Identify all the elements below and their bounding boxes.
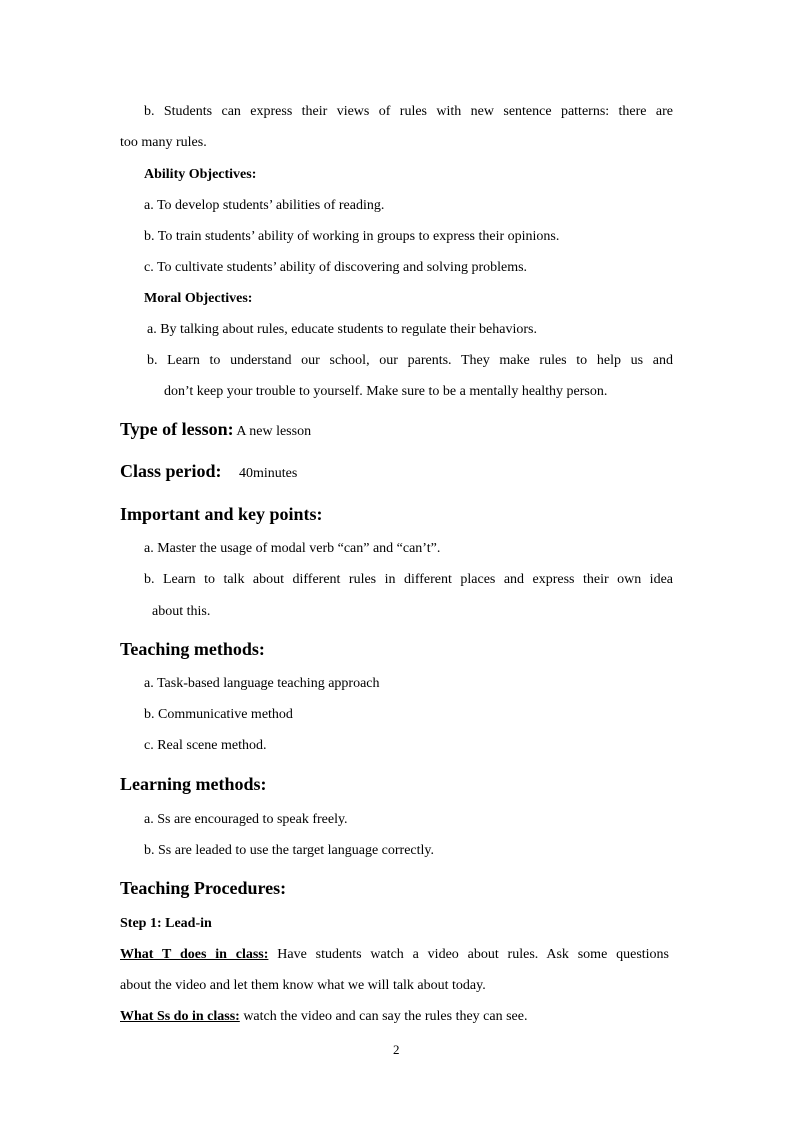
teaching-procedures-heading: Teaching Procedures: (120, 878, 287, 898)
teacher-activity-label: What T does in class: (120, 947, 269, 962)
step1-heading: Step 1: Lead-in (120, 916, 212, 931)
teaching-methods-heading: Teaching methods: (120, 639, 265, 659)
student-activity-line (120, 1008, 527, 1026)
moral-objective-b-line2: don’t keep your trouble to yourself. Make sure to be a mentally healthy person. (164, 384, 608, 399)
moral-objective-a: a. By talking about rules, educate students to regulate their behaviors. (147, 322, 537, 337)
knowledge-objective-b-line1: b. Students can express their views of rules with new sentence patterns: there are (144, 104, 673, 119)
key-point-a: a. Master the usage of modal verb “can” and “can’t”. (144, 541, 441, 556)
class-period-value: 40minutes (239, 466, 298, 481)
teaching-method-b: b. Communicative method (144, 707, 293, 722)
moral-objectives-heading: Moral Objectives: (144, 291, 253, 306)
page-number: 2 (393, 1042, 400, 1057)
teacher-activity-text: Have students watch a video about rules. Ask some questions (277, 947, 670, 962)
key-point-b-line1: b. Learn to talk about different rules in different places and express their own idea (144, 572, 673, 587)
learning-method-a: a. Ss are encouraged to speak freely. (144, 812, 348, 827)
ability-objectives-heading: Ability Objectives: (144, 167, 257, 182)
learning-methods-heading: Learning methods: (120, 774, 267, 794)
ability-objective-a: a. To develop students’ abilities of reading. (144, 198, 385, 213)
class-period-row (120, 460, 297, 483)
student-activity-text: watch the video and can say the rules they can see. (243, 1009, 528, 1024)
learning-method-b: b. Ss are leaded to use the target language correctly. (144, 843, 434, 858)
teacher-activity-line1 (120, 946, 669, 964)
key-points-heading: Important and key points: (120, 504, 323, 524)
type-of-lesson-row (120, 418, 311, 441)
student-activity-label: What Ss do in class: (120, 1009, 240, 1024)
ability-objective-c: c. To cultivate students’ ability of discovering and solving problems. (144, 260, 528, 275)
ability-objective-b: b. To train students’ ability of working in groups to express their opinions. (144, 229, 560, 244)
moral-objective-b-line1: b. Learn to understand our school, our parents. They make rules to help us and (147, 353, 673, 368)
teaching-method-c: c. Real scene method. (144, 738, 267, 753)
type-of-lesson-label: Type of lesson: (120, 419, 234, 439)
teacher-activity-line2: about the video and let them know what we will talk about today. (120, 978, 486, 993)
class-period-label: Class period: (120, 461, 222, 481)
teaching-method-a: a. Task-based language teaching approach (144, 676, 380, 691)
key-point-b-line2: about this. (152, 604, 211, 619)
knowledge-objective-b-line2: too many rules. (120, 135, 207, 150)
type-of-lesson-value: A new lesson (236, 424, 312, 439)
